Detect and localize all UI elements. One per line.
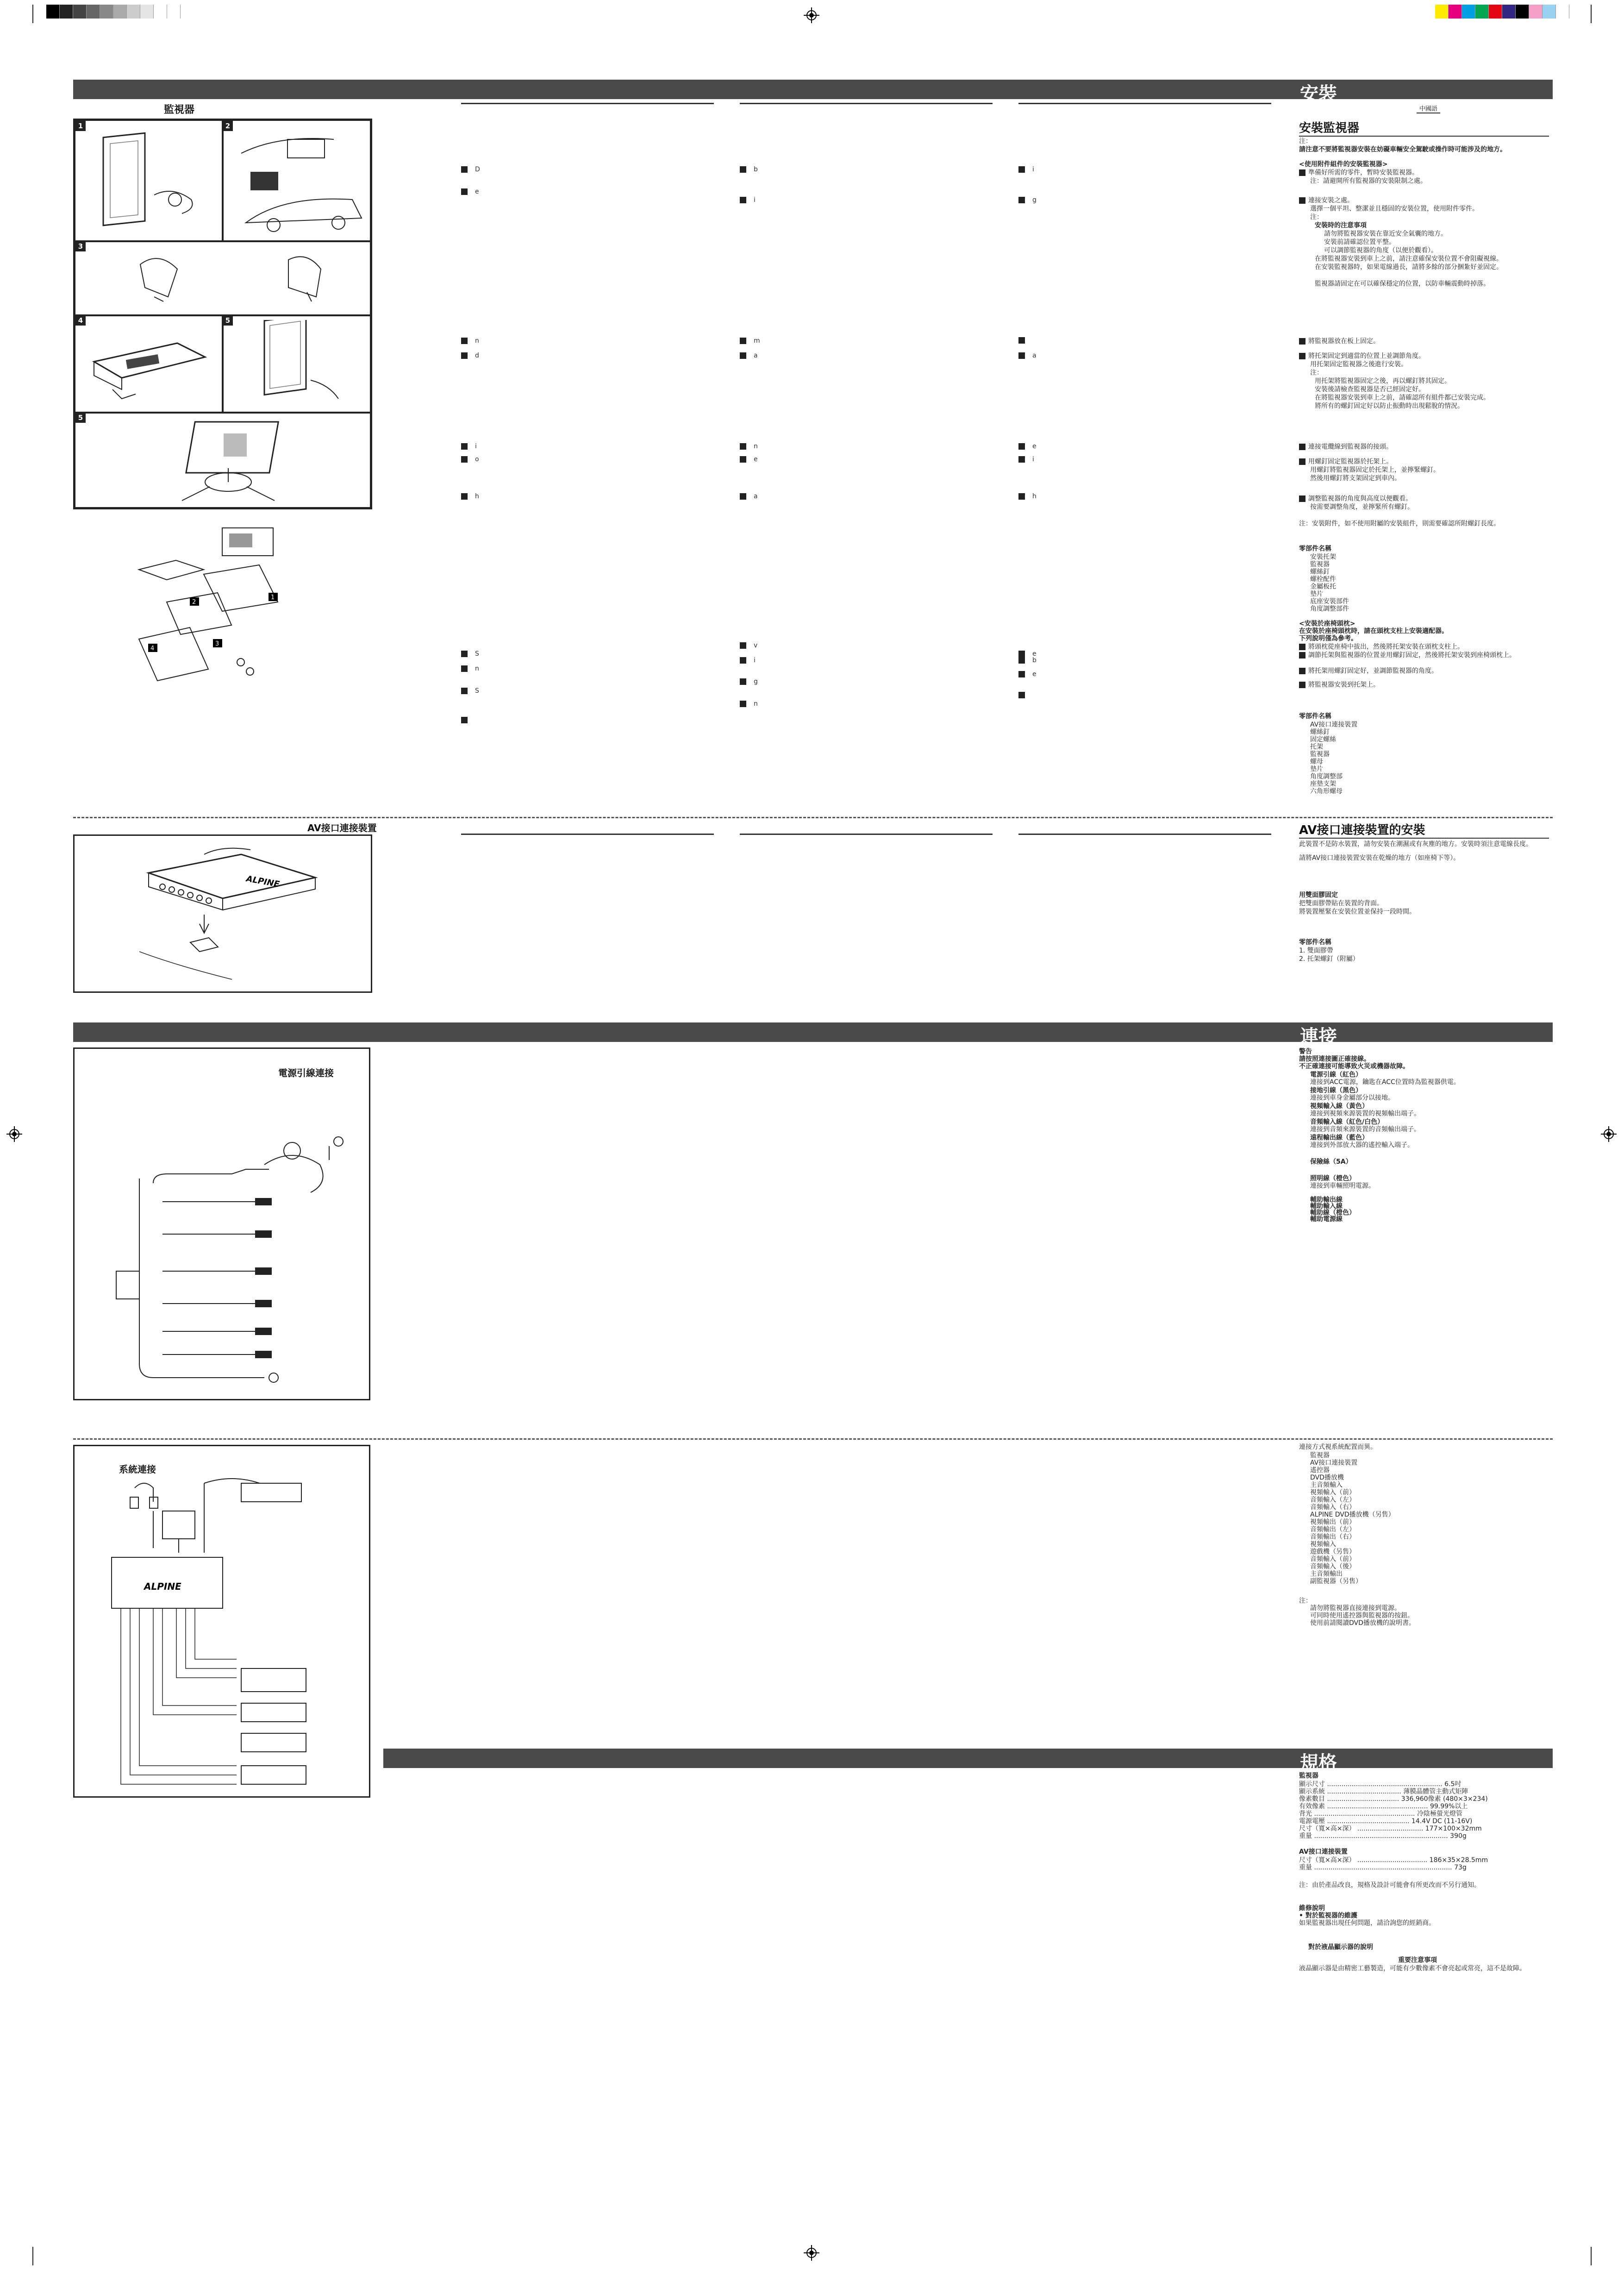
system-item: 視頻輸入: [1310, 1541, 1336, 1548]
crop-mark: [1591, 2247, 1592, 2265]
connect-item: 連接到外部放大器的遙控輸入端子。: [1310, 1141, 1414, 1149]
part-number: 2: [192, 599, 196, 606]
installation-exploded-diagram: [130, 523, 324, 690]
step-marker: [1018, 337, 1025, 344]
system-item: DVD播放機: [1310, 1474, 1344, 1481]
parts-item: 螺絲釘: [1310, 728, 1330, 736]
install-section-bar: [73, 80, 1553, 105]
warning-line: 安裝前請確認位置平整。: [1324, 238, 1395, 246]
spec-row: 顯示系統 .................................... 薄膜晶體管主動式矩陣: [1299, 1788, 1468, 1795]
connect-item: 遠程輸出線（藍色）: [1310, 1134, 1368, 1141]
important-body: 液晶顯示器是由精密工藝製造，可能有少數像素不會亮起或常亮，這不是故障。: [1299, 1965, 1526, 1972]
column-rule: [740, 834, 993, 835]
headrest-step-3: 將托架用螺釘固定好，並調節監視器的角度。: [1299, 667, 1438, 675]
figure-number: 2: [223, 121, 233, 131]
connect-item: 連接到車輛照明電源。: [1310, 1182, 1375, 1190]
step-marker: i: [1018, 166, 1034, 173]
connect-warning-line: 不正確連接可能導致火災或機器故障。: [1299, 1063, 1409, 1070]
spec-row: 有效像素 ................................................. 99.99%以上: [1299, 1803, 1468, 1810]
step-marker: e: [740, 456, 758, 463]
system-intro: 連接方式視系統配置而異。: [1299, 1443, 1377, 1451]
grayscale-bar: [46, 5, 181, 19]
install-intro: 請注意不要將監視器安裝在妨礙車輛安全駕駛或操作時可能涉及的地方。: [1299, 146, 1506, 153]
parts-item: 墊片: [1310, 765, 1323, 773]
registration-mark-left: [6, 1126, 22, 1142]
spec-note: 注：由於產品改良，規格及設計可能會有所更改而不另行通知。: [1299, 1881, 1480, 1889]
install-step-5: 連接電纜線到監視器的接頭。: [1299, 443, 1393, 451]
step-marker: S: [461, 687, 479, 695]
figure-number: 5: [75, 413, 86, 423]
warning-line: 監視器請固定在可以確保穩定的位置，以防車輛震動時掉落。: [1315, 280, 1490, 288]
system-item: 音頻輸入（後）: [1310, 1563, 1355, 1570]
install-caution: 注：安裝附件，如不使用附屬的安裝組件，則需要確認所附螺釘長度。: [1299, 520, 1500, 527]
system-item: 主音頻輸入: [1310, 1481, 1343, 1489]
system-diagram: [84, 1474, 362, 1793]
spec-av-title: AV接口連接裝置: [1299, 1848, 1348, 1856]
stand-illustration: [159, 417, 307, 505]
system-item: 監視器: [1310, 1452, 1330, 1459]
av-install-subtitle: 用雙面膠固定: [1299, 891, 1338, 899]
warning-line: 請勿將監視器安裝在靠近安全氣囊的地方。: [1324, 230, 1447, 238]
brand-logo: ALPINE: [245, 874, 281, 890]
connect-section-bar: [73, 1022, 1553, 1047]
system-item: 音頻輸入（左）: [1310, 1496, 1355, 1504]
figure-4: [75, 314, 224, 414]
spec-row: 重量 ................................................................... 73g: [1299, 1864, 1467, 1871]
monitor-figures-panel: [73, 119, 372, 509]
system-item: AV接口連接裝置: [1310, 1459, 1358, 1467]
system-connection-panel: [73, 1445, 370, 1798]
parts-item: 墊片: [1310, 590, 1323, 598]
parts-item: 監視器: [1310, 561, 1330, 568]
install-step-6-detail: 用螺釘將監視器固定於托架上，並擰緊螺釘。: [1310, 466, 1440, 474]
column-rule: [461, 103, 714, 104]
lcd-title: 對於液晶顯示器的說明: [1308, 1944, 1373, 1951]
step-marker: b: [740, 166, 758, 173]
warning-line: 可以調節監視器的角度（以便於觀看）。: [1324, 247, 1437, 254]
install-step-1-note: 注：請避開所有監視器的安裝限制之處。: [1310, 177, 1427, 185]
fold-line: [73, 1438, 1553, 1440]
av-install-item: 把雙面膠帶貼在裝置的背面。: [1299, 900, 1383, 907]
system-item: 主音頻輸出: [1310, 1570, 1343, 1578]
step-marker: e: [1018, 671, 1037, 678]
maintenance-sub: • 對於監視器的維護: [1299, 1912, 1357, 1919]
system-item: ALPINE DVD播放機（另售）: [1310, 1511, 1395, 1518]
install-subtitle: <使用附件組件的安裝監視器>: [1299, 161, 1388, 168]
important-title: 重要注意事項: [1398, 1956, 1437, 1964]
spec-row: 重量 ................................................................. 390g: [1299, 1832, 1467, 1840]
av-install-paragraph: 此裝置不是防水裝置，請勿安裝在潮濕或有灰塵的地方。安裝時須注意電線長度。: [1299, 840, 1532, 848]
parts-item: 2. 托架螺釘（附屬）: [1299, 955, 1359, 963]
connect-item: 音頻輸入線（紅色/白色）: [1310, 1118, 1384, 1126]
registration-mark-right: [1601, 1126, 1617, 1142]
connect-item: 電源引線（紅色）: [1310, 1071, 1362, 1079]
parts-item: 角度調整部: [1310, 773, 1343, 780]
parts-title: 零部件名稱: [1299, 545, 1331, 552]
warning-line: 在安裝監視器時，如果電線過長，請將多餘的部分捆紮好並固定。: [1315, 263, 1503, 271]
install-step-7-detail: 按需要調整角度，並擰緊所有螺釘。: [1310, 503, 1414, 511]
parts-item: 底座安裝部件: [1310, 598, 1349, 605]
parts-item: 六角形螺母: [1310, 788, 1343, 795]
av-panel-title: AV接口連接裝置: [307, 822, 377, 834]
step-marker: e: [1018, 443, 1037, 450]
step-marker: n: [461, 665, 479, 672]
figure-number: 4: [75, 315, 86, 326]
step-marker: a: [740, 493, 758, 500]
system-panel-title: 系統連接: [119, 1464, 156, 1475]
step-marker: n: [740, 700, 758, 708]
av-box-illustration: [139, 845, 325, 984]
spec-row: 顯示尺寸 ........................................................ 6.5吋: [1299, 1781, 1462, 1788]
step-marker: h: [1018, 493, 1037, 500]
step-marker: a: [1018, 352, 1037, 359]
parts-item: 安裝托架: [1310, 553, 1336, 561]
spec-row: 像素數目 ................................... 336,960像素 (480×3×234): [1299, 1795, 1488, 1803]
figure-6: [75, 412, 371, 508]
headrest-subtitle: <安裝於座椅頭枕>: [1299, 620, 1355, 627]
step-marker: e: [1018, 650, 1037, 658]
parts-title: 零部件名稱: [1299, 939, 1331, 946]
step-marker: i: [1018, 456, 1034, 463]
connect-item: 照明線（橙色）: [1310, 1175, 1355, 1182]
parts-item: 固定螺絲: [1310, 736, 1336, 743]
step-marker: n: [740, 443, 758, 450]
spec-section-title: 規格: [1300, 1752, 1337, 1774]
step-marker: n: [461, 337, 479, 345]
registration-mark-bottom: [804, 2245, 819, 2261]
parts-item: 托架: [1310, 743, 1323, 751]
install-step-6: 用螺釘固定監視器於托架上。: [1299, 458, 1393, 466]
parts-item: 螺母: [1310, 758, 1323, 765]
connect-tail: 輔助電源線: [1310, 1216, 1343, 1223]
parts-item: 金屬板托: [1310, 583, 1336, 590]
av-install-paragraph: 請將AV接口連接裝置安裝在乾燥的地方（如座椅下等）。: [1299, 854, 1460, 862]
headrest-subtitle-3: 下列說明僅為參考。: [1299, 635, 1357, 642]
connect-item: 接地引線（黑色）: [1310, 1087, 1362, 1094]
monitor-mount-illustration: [237, 320, 362, 408]
spec-monitor-title: 監視器: [1299, 1772, 1318, 1780]
power-connection-panel: [73, 1047, 370, 1400]
step-marker: i: [740, 196, 756, 204]
wiring-diagram: [88, 1081, 366, 1396]
system-note-title: 注：: [1299, 1597, 1312, 1605]
column-rule: [740, 103, 993, 104]
crop-mark: [32, 2247, 33, 2265]
step-4-line: 將所有的螺釘固定好以防止振動時出現鬆脫的情況。: [1315, 402, 1464, 410]
monitor-illustration: [85, 130, 214, 237]
connect-section-title: 連接: [1300, 1026, 1337, 1047]
fold-line: [73, 817, 1553, 818]
step-4-line: 在將監視器安裝到車上之前，請確認所有組件都已安裝完成。: [1315, 394, 1490, 401]
system-note: 請勿將監視器直接連接到電源。: [1310, 1605, 1401, 1612]
connect-warning: 警告: [1299, 1048, 1312, 1055]
spec-section-bar: [383, 1749, 1553, 1774]
connect-item: 連接到ACC電源，鑰匙在ACC位置時為監視器供電。: [1310, 1079, 1460, 1086]
step-marker: i: [461, 443, 477, 450]
connect-item: 視頻輸入線（黃色）: [1310, 1103, 1368, 1110]
parts-title: 零部件名稱: [1299, 713, 1331, 720]
warning-title: 安裝時的注意事項: [1315, 222, 1367, 229]
figure-5: [222, 314, 371, 414]
step-marker: o: [461, 456, 479, 463]
system-item: 副監視器（另售）: [1310, 1578, 1362, 1585]
column-rule: [1018, 103, 1271, 104]
figure-1: [75, 120, 224, 242]
step-marker: g: [1018, 196, 1037, 204]
region-badge: 中國語: [1417, 104, 1440, 113]
brand-logo: ALPINE: [144, 1581, 181, 1592]
parts-item: 螺栓配件: [1310, 576, 1336, 583]
step-marker: h: [461, 493, 479, 500]
car-interior-illustration: [232, 125, 366, 237]
system-item: 音頻輸入（前）: [1310, 1555, 1355, 1563]
power-panel-title: 電源引線連接: [278, 1067, 334, 1079]
parts-item: 座墊支架: [1310, 780, 1336, 788]
figure-number: 5: [223, 315, 233, 326]
column-rule: [461, 834, 714, 835]
install-section-title: 安裝: [1300, 83, 1337, 105]
connect-item: 連接到車身金屬部分以接地。: [1310, 1094, 1394, 1102]
figure-number: 1: [75, 121, 86, 131]
install-step-2-detail: 選擇一個平坦、整潔並且穩固的安裝位置，使用附件零件。: [1310, 205, 1479, 213]
spec-row: 尺寸（寬×高×深） .................................. 186×35×28.5mm: [1299, 1856, 1488, 1864]
part-number: 4: [150, 645, 155, 652]
maintenance-title: 維修說明: [1299, 1905, 1325, 1912]
system-item: 視頻輸入（前）: [1310, 1489, 1355, 1496]
bracket-illustration: [122, 246, 353, 311]
step-4-line: 安裝後請檢查監視器是否已經固定好。: [1315, 386, 1425, 393]
spec-row: 尺寸（寬×高×深） ................................ 177×100×32mm: [1299, 1825, 1482, 1832]
connect-item: 連接到視頻來源裝置的視頻輸出端子。: [1310, 1110, 1420, 1117]
figure-number: 3: [75, 241, 86, 251]
install-note-label: 注：: [1310, 369, 1323, 376]
install-step-1: 準備好所需的零件，暫時安裝監視器。: [1299, 169, 1418, 177]
av-install-title: AV接口連接裝置的安裝: [1299, 821, 1549, 839]
connect-tail: 輔助線（橙色）: [1310, 1209, 1355, 1217]
spec-row: 電源電壓 ........................................ 14.4V DC (11-16V): [1299, 1818, 1473, 1825]
step-marker: d: [461, 352, 479, 359]
step-marker: i: [740, 657, 756, 664]
crop-mark: [1591, 5, 1592, 23]
install-step-2: 連接安裝之處。: [1299, 196, 1354, 205]
step-marker: e: [461, 188, 479, 195]
connect-item: 保險絲（5A）: [1310, 1158, 1352, 1166]
av-box-panel: [73, 834, 372, 993]
spec-row: 背光 ................................................. 冷陰極螢光燈管: [1299, 1810, 1462, 1818]
av-install-item: 將裝置壓緊在安裝位置並保持一段時間。: [1299, 908, 1416, 916]
registration-mark-top: [804, 7, 819, 23]
headrest-step-1: 將頭枕從座椅中拔出，然後將托架安裝在頭枕支柱上。: [1299, 643, 1464, 651]
figure-2: [222, 120, 371, 242]
maintenance-body: 如果監視器出現任何問題，請洽詢您的經銷商。: [1299, 1919, 1435, 1927]
step-marker: b: [1018, 657, 1037, 664]
install-step-6-detail2: 然後用螺釘將支架固定到車內。: [1310, 475, 1401, 482]
connect-item: 連接到音頻來源裝置的音頻輸出端子。: [1310, 1126, 1420, 1133]
monitor-panel-title: 監視器: [164, 104, 195, 116]
install-note-label: 注：: [1310, 213, 1323, 221]
system-note: 可同時使用遙控器與監視器的按鈕。: [1310, 1612, 1414, 1619]
parts-item: 角度調整部件: [1310, 605, 1349, 613]
install-step-4: 將托架固定到適當的位置上並調節角度。: [1299, 352, 1425, 360]
part-number: 1: [271, 594, 275, 601]
system-item: 遙控器: [1310, 1467, 1330, 1474]
column-rule: [1018, 834, 1271, 835]
headrest-step-2: 調節托架與監視器的位置並用螺釘固定，然後將托架安裝到座椅頭枕上。: [1299, 651, 1516, 659]
parts-item: 監視器: [1310, 751, 1330, 758]
system-item: 視頻輸出（前）: [1310, 1518, 1355, 1526]
step-marker: m: [740, 337, 760, 345]
headrest-subtitle-2: 在安裝於座椅頭枕時，請在頭枕支柱上安裝適配器。: [1299, 627, 1448, 635]
install-step-7: 調整監視器的角度與高度以便觀看。: [1299, 495, 1412, 503]
warning-line: 在將監視器安裝到車上之前，請注意確保安裝位置不會阻礙視線。: [1315, 255, 1503, 263]
parts-item: AV接口連接裝置: [1310, 721, 1358, 728]
crop-mark: [32, 5, 33, 23]
step-marker: a: [740, 352, 758, 359]
parts-item: 1. 雙面膠帶: [1299, 947, 1333, 954]
install-monitor-title: 安裝監視器: [1299, 119, 1549, 137]
figure-3: [75, 240, 371, 316]
step-marker: D: [461, 166, 480, 173]
headrest-step-4: 將監視器安裝到托架上。: [1299, 681, 1380, 689]
system-item: 音頻輸入（右）: [1310, 1504, 1355, 1511]
part-number: 3: [215, 640, 219, 647]
parts-item: 螺絲釘: [1310, 568, 1330, 576]
note-label: 注：: [1299, 138, 1312, 145]
color-bar: [1435, 5, 1569, 19]
system-item: 遊戲機（另售）: [1310, 1548, 1355, 1555]
connect-tail: 輔助輸入線: [1310, 1203, 1343, 1210]
system-item: 音頻輸出（右）: [1310, 1533, 1355, 1541]
monitor-back-illustration: [85, 325, 214, 408]
system-note: 使用前請閱讀DVD播放機的說明書。: [1310, 1619, 1415, 1627]
system-item: 音頻輸出（左）: [1310, 1526, 1355, 1533]
step-4-line: 用托架將監視器固定之後，再以螺釘將其固定。: [1315, 377, 1451, 385]
connect-warning-line: 請按照連接圖正確接線。: [1299, 1055, 1370, 1063]
step-marker: S: [461, 650, 479, 658]
step-marker: [461, 717, 468, 723]
install-step-3: 將監視器放在板上固定。: [1299, 337, 1380, 345]
connect-tail: 輔助輸出線: [1310, 1196, 1343, 1204]
step-marker: g: [740, 678, 758, 685]
step-marker: v: [740, 642, 757, 649]
install-step-4-detail: 用托架固定監視器之後進行安裝。: [1310, 361, 1407, 368]
step-marker: [1018, 692, 1025, 698]
